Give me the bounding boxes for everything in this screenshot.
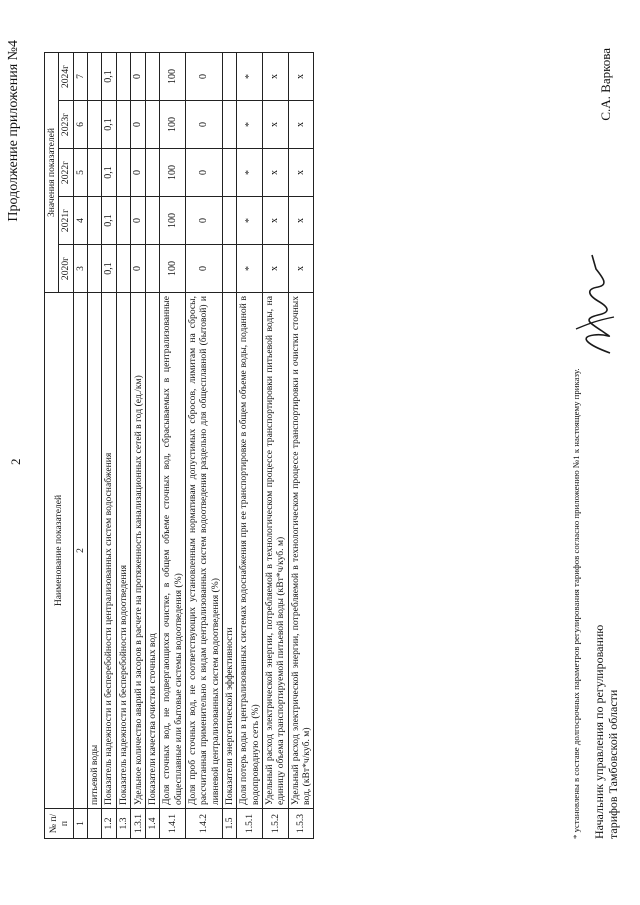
row-value: * <box>237 245 263 293</box>
row-value: 0 <box>186 197 223 245</box>
table-index-row <box>73 52 87 838</box>
row-number: 1.5.1 <box>237 809 263 839</box>
row-value: 0,1 <box>102 101 117 149</box>
header-year: 2024г <box>59 52 73 100</box>
column-index: 1 <box>73 809 87 839</box>
row-value: x <box>288 52 314 100</box>
row-value: 0 <box>131 101 146 149</box>
row-value: * <box>237 149 263 197</box>
column-index: 7 <box>73 52 87 100</box>
row-value: 100 <box>160 149 186 197</box>
row-value: 0 <box>131 197 146 245</box>
row-value: 0 <box>186 149 223 197</box>
row-value: 0 <box>186 52 223 100</box>
row-name: Удельный расход электрической энергии, потребляемой в технологическом процессе транспортировки питьевой воды, на единицу объема транспортируемой питьевой воды (кВт*ч/куб. м) <box>262 293 288 809</box>
table-row <box>131 52 146 838</box>
table-row <box>117 52 131 838</box>
table-row <box>160 52 186 838</box>
column-index: 5 <box>73 149 87 197</box>
row-value <box>146 245 160 293</box>
signer-title <box>592 625 621 839</box>
row-value <box>87 149 101 197</box>
row-number: 1.4 <box>146 809 160 839</box>
row-value <box>117 52 131 100</box>
row-value <box>117 245 131 293</box>
header-year: 2023г <box>59 101 73 149</box>
row-value: * <box>237 197 263 245</box>
signer-title-line: тарифов Тамбовской области <box>606 689 621 839</box>
row-value: x <box>288 101 314 149</box>
row-value: x <box>262 149 288 197</box>
header-year: 2022г <box>59 149 73 197</box>
header-year: 2021г <box>59 197 73 245</box>
row-value <box>146 197 160 245</box>
table-row <box>102 52 117 838</box>
column-index: 3 <box>73 245 87 293</box>
row-value: * <box>237 52 263 100</box>
column-index: 2 <box>73 293 87 809</box>
row-number: 1.3.1 <box>131 809 146 839</box>
row-number: 1.5 <box>223 809 237 839</box>
row-number: 1.4.2 <box>186 809 223 839</box>
row-value <box>223 245 237 293</box>
row-number: 1.2 <box>102 809 117 839</box>
row-name: Удельный расход электрической энергии, потребляемой в технологическом процессе транспортировки и очистки сточных вод, (кВт*ч/куб. м) <box>288 293 314 809</box>
row-value <box>117 101 131 149</box>
table-header-row <box>45 52 59 838</box>
row-value: x <box>262 101 288 149</box>
row-value <box>117 197 131 245</box>
row-name: Доля проб сточных вод, не соответствующих установленным нормативам допустимых сбросов, лимитам на сбросы, рассчитанная применительно к видам централизованных систем водоотведения раздельно для общесплавной (бытовой) и ливневой централизованных систем водоотведения (%) <box>186 293 223 809</box>
row-value: x <box>288 197 314 245</box>
table-row <box>288 52 314 838</box>
row-name: Показатель надежности и бесперебойности водоотведения <box>117 293 131 809</box>
row-value <box>117 149 131 197</box>
row-value: 100 <box>160 52 186 100</box>
row-value: * <box>237 101 263 149</box>
row-value: 0 <box>131 52 146 100</box>
row-value: 0,1 <box>102 245 117 293</box>
row-value: 100 <box>160 101 186 149</box>
handwritten-signature <box>568 247 624 359</box>
header-values-group: Значения показателей <box>45 52 59 292</box>
row-value <box>223 101 237 149</box>
row-number: 1.3 <box>117 809 131 839</box>
column-index: 4 <box>73 197 87 245</box>
header-name: Наименование показателей <box>45 293 74 809</box>
row-value: 0,1 <box>102 52 117 100</box>
row-value: 100 <box>160 245 186 293</box>
row-value: 0,1 <box>102 197 117 245</box>
row-value <box>87 197 101 245</box>
row-value <box>146 52 160 100</box>
row-value <box>87 52 101 100</box>
header-year: 2020г <box>59 245 73 293</box>
row-value: 0 <box>186 245 223 293</box>
row-name: Удельное количество аварий и засоров в расчете на протяженность канализационных сетей в год (ед./км) <box>131 293 146 809</box>
row-value <box>223 52 237 100</box>
table-row <box>262 52 288 838</box>
row-value: x <box>288 149 314 197</box>
table-row <box>186 52 223 838</box>
table-row <box>87 52 101 838</box>
signer-title-line: Начальник управления по регулированию <box>592 624 606 839</box>
row-value: 100 <box>160 197 186 245</box>
row-number: 1.5.3 <box>288 809 314 839</box>
row-value: x <box>262 197 288 245</box>
row-value: x <box>262 52 288 100</box>
row-name: питьевой воды <box>87 293 101 809</box>
row-value <box>87 101 101 149</box>
row-value: x <box>262 245 288 293</box>
row-value <box>223 149 237 197</box>
row-name: Показатели энергетической эффективности <box>223 293 237 809</box>
table-row <box>223 52 237 838</box>
row-number <box>87 809 101 839</box>
signer-name: С.А. Варкова <box>598 48 613 121</box>
row-name: Доля сточных вод, не подвергающихся очистке, в общем объеме сточных вод, сбрасываемых в централизованные общесплавные или бытовые системы водоотведения (%) <box>160 293 186 809</box>
row-name: Показатели качества очистки сточных вод <box>146 293 160 809</box>
indicators-table <box>44 52 314 839</box>
row-value <box>87 245 101 293</box>
row-number: 1.5.2 <box>262 809 288 839</box>
row-value: 0 <box>131 149 146 197</box>
footnote: * установлены в составе долгосрочных параметров регулирования тарифов согласно приложению №1 к настоящему приказу. <box>571 368 581 839</box>
column-index: 6 <box>73 101 87 149</box>
table-row <box>146 52 160 838</box>
row-value: x <box>288 245 314 293</box>
header-number: № п/п <box>45 809 74 839</box>
table-row <box>237 52 263 838</box>
row-value <box>223 197 237 245</box>
row-value <box>146 101 160 149</box>
row-name: Показатель надежности и бесперебойности централизованных систем водоснабжения <box>102 293 117 809</box>
row-value <box>146 149 160 197</box>
page-number: 2 <box>8 458 23 465</box>
row-value: 0 <box>186 101 223 149</box>
row-value: 0,1 <box>102 149 117 197</box>
row-value: 0 <box>131 245 146 293</box>
row-name: Доля потерь воды в централизованных системах водоснабжения при ее транспортировке в общем объеме воды, поданной в водопроводную сеть (%) <box>237 293 263 809</box>
appendix-continuation-label: Продолжение приложения №4 <box>6 40 21 222</box>
row-number: 1.4.1 <box>160 809 186 839</box>
